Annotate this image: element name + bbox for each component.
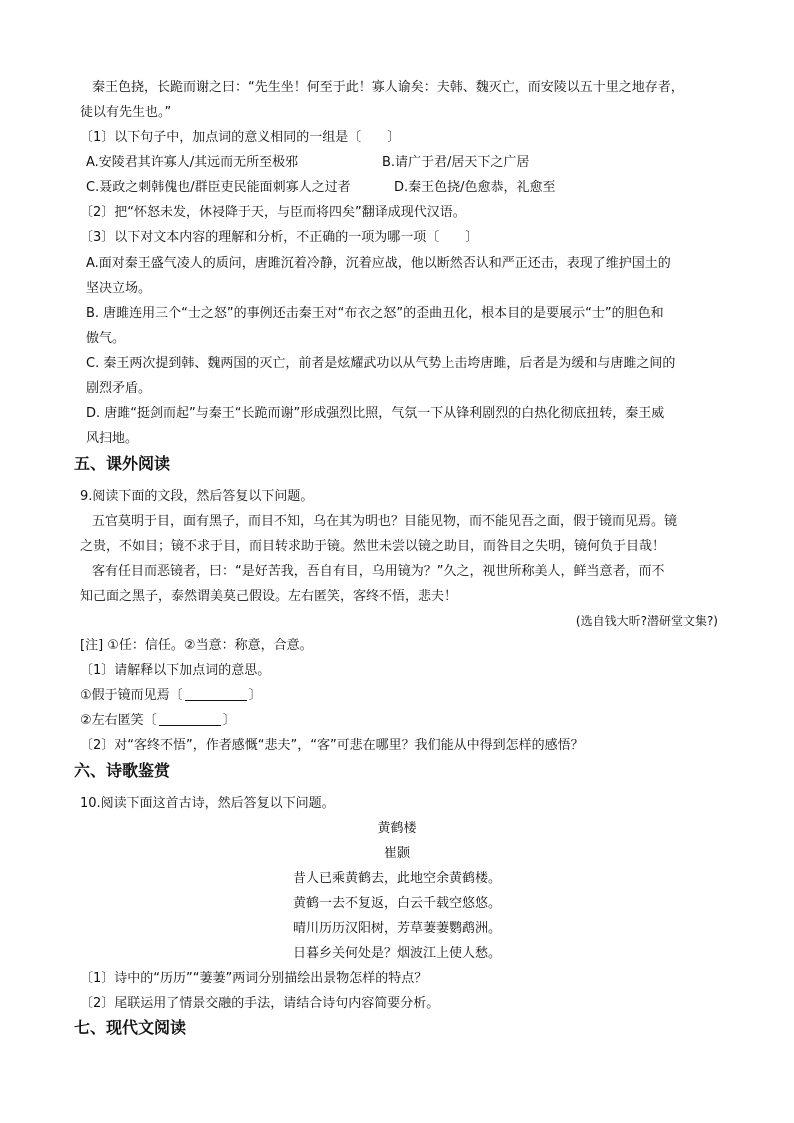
question-text: 〔3〕以下对文本内容的理解和分析，不正确的一项为哪一项〔 〕 (80, 230, 479, 245)
passage-line: 秦王色挠，长跪而谢之曰：“先生坐！何至于此！寡人谕矣：夫韩、魏灭亡，而安陵以五十里之地存者， (92, 80, 684, 95)
option-d-line: D. 唐雎“挺剑而起”与秦王“长跪而谢”形成强烈比照，气氛一下从锋利剧烈的白热化彻底扭转，秦王威 (86, 406, 665, 421)
source-citation: (选自钱大昕?潜研堂文集?) (575, 614, 718, 628)
close-paren: 〕 (222, 713, 236, 728)
poem-line: 晴川历历汉阳树，芳草萋萋鹦鹉洲。 (292, 921, 501, 936)
question-intro: 9.阅读下面的文段，然后答复以下问题。 (80, 489, 314, 504)
poem-line: 日暮乡关何处是？烟波江上使人愁。 (292, 946, 501, 961)
question-text: 〔1〕诗中的“历历”“萋萋”两词分别描绘出景物怎样的特点？ (80, 971, 428, 986)
answer-blank[interactable] (185, 688, 247, 701)
passage-line: 客有任目而恶镜者，曰：“是好苦我，吾自有目，乌用镜为？”久之，视世所称美人，鲜当意者，而不 (92, 564, 665, 579)
question-text: 〔2〕尾联运用了情景交融的手法，请结合诗句内容简要分析。 (80, 996, 440, 1011)
answer-blank[interactable] (159, 713, 221, 726)
option-c-line: 剧烈矛盾。 (86, 381, 152, 396)
passage-line: 之贵，不如目；镜不求于目，而目转求助于镜。然世未尝以镜之助目，而咎目之失明，镜何负于目哉！ (80, 539, 666, 554)
option-d: D.秦王色挠/色愈恭，礼愈至 (394, 180, 556, 195)
passage-line: 五官莫明于目，面有黑子，而目不知，乌在其为明也？目能见物，而不能见吾之面，假于镜而见焉。镜 (92, 514, 678, 529)
answer-item (80, 713, 236, 729)
option-a: A.安陵君其许寡人/其远而无所至极邪 (86, 155, 299, 170)
annotation-note: [注] ①任：信任。②当意：称意，合意。 (80, 638, 313, 653)
option-a-line: 坚决立场。 (86, 281, 152, 296)
question-text: 〔1〕以下句子中，加点词的意义相同的一组是〔 〕 (80, 130, 401, 145)
passage-line: 徒以有先生也。” (80, 105, 172, 120)
close-paren: 〕 (248, 688, 262, 703)
answer-item (80, 688, 262, 704)
poem-author: 崔颢 (383, 846, 410, 861)
question-text: 〔2〕把“怀怒未发，休祲降于天，与臣而将四矣”翻译成现代汉语。 (80, 205, 466, 220)
answer-prompt: ①假于镜而见焉〔 (80, 688, 183, 703)
option-a-line: A.面对秦王盛气凌人的质问，唐雎沉着冷静，沉着应战，他以断然否认和严正还击，表现了维护国土的 (86, 256, 671, 271)
option-b: B.请广于君/居天下之广居 (382, 155, 530, 170)
poem-title: 黄鹤楼 (377, 821, 417, 836)
option-d-line: 风扫地。 (86, 431, 139, 446)
option-b-line: 傲气。 (86, 331, 126, 346)
question-text: 〔1〕请解释以下加点词的意思。 (80, 663, 271, 678)
poem-line: 黄鹤一去不复返，白云千载空悠悠。 (292, 896, 501, 911)
answer-prompt: ②左右匿笑〔 (80, 713, 157, 728)
passage-line: 知己面之黑子，泰然谓美莫己假设。左右匿笑，客终不悟，悲夫！ (80, 589, 458, 604)
question-intro: 10.阅读下面这首古诗，然后答复以下问题。 (80, 796, 335, 811)
option-b-line: B. 唐雎连用三个“士之怒”的事例还击秦王对“布衣之怒”的歪曲丑化，根本目的是要展示“士”的胆色和 (86, 306, 664, 321)
section-heading: 六、诗歌鉴赏 (74, 761, 171, 780)
option-c: C.聂政之刺韩傀也/群臣吏民能面刺寡人之过者 (86, 180, 351, 195)
section-heading: 五、课外阅读 (74, 454, 171, 473)
question-text: 〔2〕对“客终不悟”，作者感慨“悲夫”，“客”可悲在哪里？我们能从中得到怎样的感悟？ (80, 738, 584, 753)
section-heading: 七、现代文阅读 (74, 1018, 187, 1037)
poem-line: 昔人已乘黄鹤去，此地空余黄鹤楼。 (292, 871, 501, 886)
option-c-line: C. 秦王两次提到韩、魏两国的灭亡，前者是炫耀武功以从气势上击垮唐雎，后者是为缓和与唐雎之间的 (86, 356, 676, 371)
